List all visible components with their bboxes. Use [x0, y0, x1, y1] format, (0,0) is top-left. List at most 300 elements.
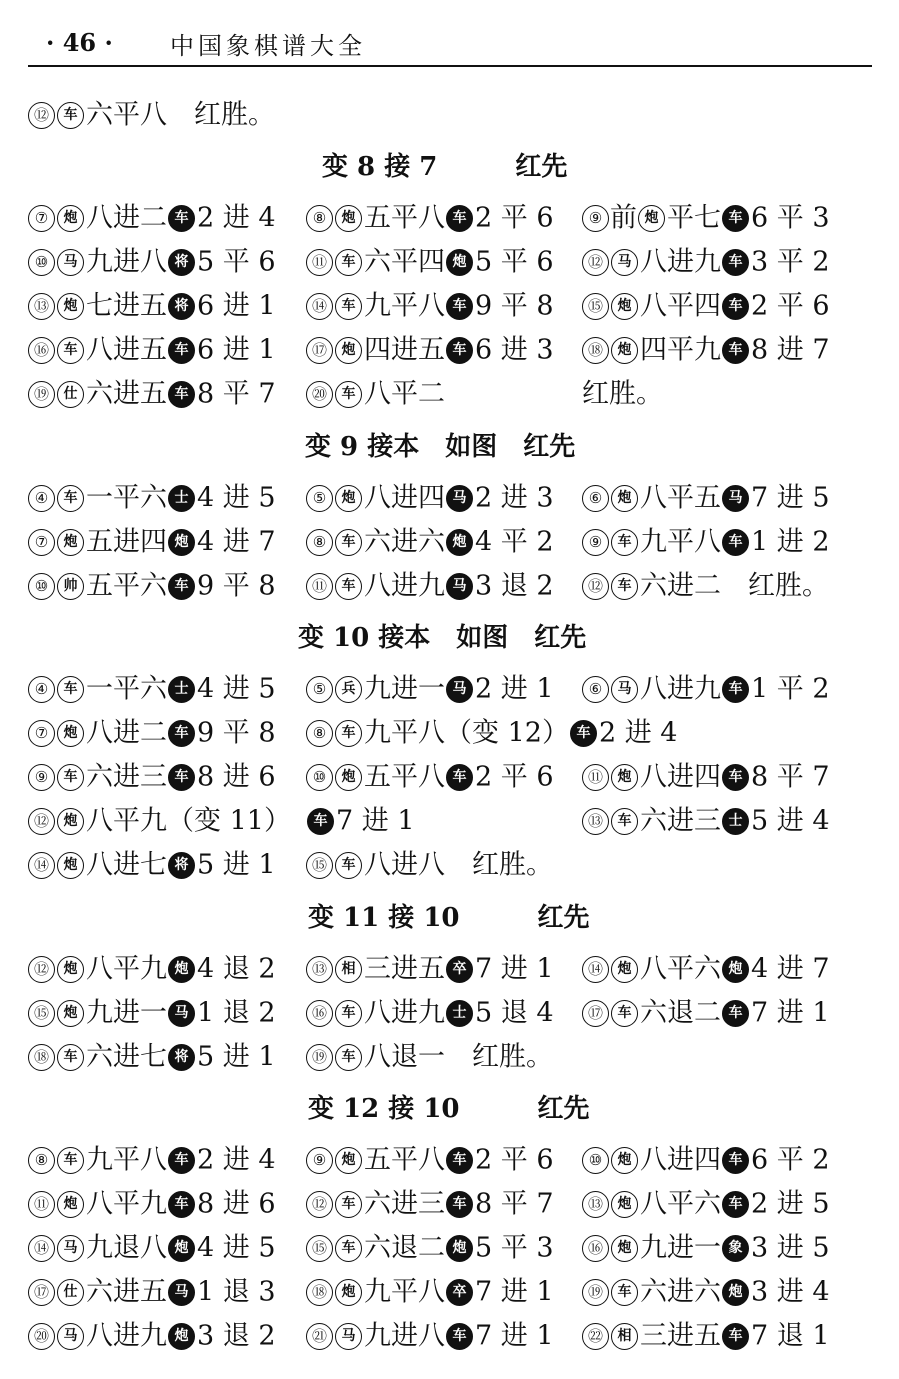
black-piece-icon: 士 — [722, 808, 749, 835]
move-entry — [582, 991, 830, 1035]
move-notation: 4 退 2 — [197, 953, 276, 985]
move-notation: 八进四 — [364, 482, 445, 514]
red-piece-icon: 车 — [335, 529, 362, 556]
move-notation: 九退八 — [86, 1232, 167, 1264]
move-notation: 8 平 7 — [751, 761, 830, 793]
move-entry — [582, 564, 829, 608]
red-piece-icon: 马 — [57, 1323, 84, 1350]
move-step — [306, 1270, 554, 1315]
move-step — [306, 799, 415, 844]
move-entry — [306, 1138, 554, 1182]
move-entry — [306, 755, 554, 799]
move-number: ⑧ — [306, 529, 333, 556]
move-step — [582, 667, 830, 712]
move-number: ⑫ — [28, 956, 55, 983]
move-number: ⑲ — [582, 1279, 609, 1306]
red-piece-icon: 车 — [57, 764, 84, 791]
black-piece-icon: 炮 — [168, 529, 195, 556]
move-step — [306, 520, 554, 565]
move-notation: 3 进 5 — [751, 1232, 830, 1264]
move-notation: 7 进 1 — [751, 997, 830, 1029]
move-step — [582, 284, 830, 329]
red-piece-icon: 炮 — [57, 1191, 84, 1218]
red-piece-icon: 车 — [335, 720, 362, 747]
move-notation: 八进四 — [640, 761, 721, 793]
move-number: ⑱ — [28, 1044, 55, 1071]
section-heading: 变 12 接 10 红先 — [308, 1094, 590, 1124]
move-notation: 6 平 3 — [751, 202, 830, 234]
move-notation: 八平五 — [640, 482, 721, 514]
move-step — [306, 843, 553, 888]
move-notation: 八平九 — [86, 1188, 167, 1220]
red-piece-icon: 仕 — [57, 1279, 84, 1306]
move-notation: 八进二 — [86, 717, 167, 749]
red-piece-icon: 炮 — [57, 1000, 84, 1027]
red-piece-icon: 车 — [57, 1147, 84, 1174]
move-number: ⑫ — [306, 1191, 333, 1218]
red-piece-icon: 马 — [611, 249, 638, 276]
black-piece-icon: 车 — [722, 1191, 749, 1218]
red-piece-icon: 车 — [335, 381, 362, 408]
black-piece-icon: 车 — [446, 1147, 473, 1174]
move-number: ⑤ — [306, 485, 333, 512]
move-notation: 5 平 3 — [475, 1232, 554, 1264]
move-entry — [28, 1035, 276, 1079]
black-piece-icon: 车 — [168, 381, 195, 408]
red-piece-icon: 车 — [57, 337, 84, 364]
move-notation: 六退二 — [640, 997, 721, 1029]
move-notation: 4 进 7 — [751, 953, 830, 985]
move-notation: 1 进 2 — [751, 526, 830, 558]
move-entry — [306, 564, 554, 608]
move-step — [28, 520, 276, 565]
black-piece-icon: 马 — [446, 485, 473, 512]
red-piece-icon: 炮 — [611, 485, 638, 512]
move-entry — [306, 1226, 554, 1270]
move-step — [28, 755, 276, 800]
move-notation: 8 进 7 — [751, 334, 830, 366]
move-notation: 五平八 — [364, 1144, 445, 1176]
move-step — [582, 328, 830, 373]
move-entry — [28, 1182, 276, 1226]
black-piece-icon: 车 — [722, 337, 749, 364]
move-notation: 八平四 — [640, 290, 721, 322]
black-piece-icon: 马 — [446, 573, 473, 600]
move-prefix: 前 — [610, 202, 637, 234]
move-entry — [582, 947, 830, 991]
move-step — [28, 1138, 276, 1183]
move-entry — [28, 755, 276, 799]
move-notation: 2 平 6 — [475, 761, 554, 793]
red-piece-icon: 车 — [57, 676, 84, 703]
move-notation: 7 进 1 — [336, 805, 415, 837]
move-number: ⑰ — [582, 1000, 609, 1027]
black-piece-icon: 车 — [446, 293, 473, 320]
move-entry — [306, 328, 554, 372]
move-number: ⑧ — [28, 1147, 55, 1174]
move-entry — [306, 947, 554, 991]
move-entry — [582, 284, 830, 328]
red-piece-icon: 车 — [335, 573, 362, 600]
move-entry — [582, 240, 830, 284]
move-number: ⑮ — [306, 852, 333, 879]
black-piece-icon: 车 — [168, 1147, 195, 1174]
move-notation: 六进五 — [86, 1276, 167, 1308]
move-notation: 8 进 6 — [197, 761, 276, 793]
black-piece-icon: 车 — [168, 337, 195, 364]
move-notation: 八进九 — [640, 673, 721, 705]
move-notation: 6 平 2 — [751, 1144, 830, 1176]
move-step — [306, 1226, 554, 1271]
black-piece-icon: 象 — [722, 1235, 749, 1262]
move-entry — [28, 476, 276, 520]
move-notation: 3 平 2 — [751, 246, 830, 278]
move-notation: 九进一 — [640, 1232, 721, 1264]
move-entry — [28, 520, 276, 564]
move-notation: 4 进 7 — [197, 526, 276, 558]
move-number: ⑦ — [28, 720, 55, 747]
move-notation: 1 平 2 — [751, 673, 830, 705]
black-piece-icon: 炮 — [446, 1235, 473, 1262]
move-notation: 5 进 4 — [751, 805, 830, 837]
move-number: ⑧ — [306, 205, 333, 232]
move-number: ④ — [28, 676, 55, 703]
move-entry — [28, 991, 276, 1035]
black-piece-icon: 士 — [168, 485, 195, 512]
move-number: ⑰ — [306, 337, 333, 364]
red-piece-icon: 相 — [611, 1323, 638, 1350]
black-piece-icon: 炮 — [446, 529, 473, 556]
move-number: ⑩ — [28, 573, 55, 600]
move-notation: 4 平 2 — [475, 526, 554, 558]
move-notation: 2 进 3 — [475, 482, 554, 514]
move-entry — [582, 1138, 830, 1182]
move-notation: 8 平 7 — [197, 378, 276, 410]
move-entry — [582, 1314, 830, 1358]
section-heading: 变 11 接 10 红先 — [308, 903, 590, 933]
move-notation: 八进九 — [86, 1320, 167, 1352]
black-piece-icon: 卒 — [446, 1279, 473, 1306]
move-entry — [306, 1035, 553, 1079]
move-notation: 5 平 6 — [197, 246, 276, 278]
red-piece-icon: 炮 — [611, 1147, 638, 1174]
move-entry — [28, 284, 276, 328]
move-number: ⑳ — [28, 1323, 55, 1350]
page-header — [28, 22, 872, 62]
move-entry — [306, 520, 554, 564]
move-number: ⑨ — [582, 529, 609, 556]
move-notation: 9 平 8 — [197, 570, 276, 602]
black-piece-icon: 车 — [446, 764, 473, 791]
move-notation: 5 进 1 — [197, 849, 276, 881]
move-notation: 八进九 — [364, 997, 445, 1029]
move-step — [306, 991, 554, 1036]
black-piece-icon: 车 — [570, 720, 597, 747]
move-notation: 八平二 — [364, 378, 445, 410]
move-entry — [28, 1314, 276, 1358]
move-entry — [582, 1182, 830, 1226]
move-step — [28, 1226, 276, 1271]
red-piece-icon: 炮 — [335, 1279, 362, 1306]
move-notation: 八进七 — [86, 849, 167, 881]
move-number: ⑨ — [582, 205, 609, 232]
move-step — [306, 1138, 554, 1183]
black-piece-icon: 炮 — [168, 1235, 195, 1262]
move-number: ⑧ — [306, 720, 333, 747]
move-step — [28, 1035, 276, 1080]
move-step — [582, 947, 830, 992]
move-notation: 九平八 — [364, 290, 445, 322]
move-entry — [306, 843, 553, 887]
move-notation: 4 进 5 — [197, 673, 276, 705]
move-step — [28, 799, 291, 844]
move-number: ⑩ — [28, 249, 55, 276]
move-notation: 八进九 — [640, 246, 721, 278]
black-piece-icon: 车 — [722, 1323, 749, 1350]
move-notation: 六进六 — [364, 526, 445, 558]
move-entry — [28, 947, 276, 991]
red-piece-icon: 相 — [335, 956, 362, 983]
move-number: ⑫ — [582, 249, 609, 276]
black-piece-icon: 炮 — [722, 956, 749, 983]
move-number: ⑯ — [306, 1000, 333, 1027]
section-heading: 变 9 接本 如图 红先 — [305, 432, 576, 462]
black-piece-icon: 车 — [446, 205, 473, 232]
move-notation: 1 退 3 — [197, 1276, 276, 1308]
black-piece-icon: 车 — [722, 205, 749, 232]
move-notation: 八进八 红胜。 — [364, 849, 553, 881]
move-step — [306, 711, 677, 756]
move-step — [582, 196, 830, 241]
move-notation: 九进一 — [86, 997, 167, 1029]
move-notation: 6 进 3 — [475, 334, 554, 366]
black-piece-icon: 士 — [168, 676, 195, 703]
move-notation: 五平八 — [364, 202, 445, 234]
red-piece-icon: 车 — [611, 808, 638, 835]
move-notation: 6 进 1 — [197, 334, 276, 366]
red-piece-icon: 车 — [611, 529, 638, 556]
black-piece-icon: 炮 — [168, 956, 195, 983]
move-notation: 九平八（变 12） — [364, 717, 569, 749]
black-piece-icon: 将 — [168, 249, 195, 276]
move-number: ⑬ — [582, 808, 609, 835]
move-notation: 八进五 — [86, 334, 167, 366]
move-number: ⑲ — [28, 381, 55, 408]
move-notation: 六进七 — [86, 1041, 167, 1073]
red-piece-icon: 车 — [611, 573, 638, 600]
move-notation: 六进二 红胜。 — [640, 570, 829, 602]
move-notation: 八进四 — [640, 1144, 721, 1176]
move-number: ⑰ — [28, 1279, 55, 1306]
move-step — [582, 755, 830, 800]
move-notation: 2 进 4 — [598, 717, 678, 749]
move-number: ⑮ — [306, 1235, 333, 1262]
move-number: ⑩ — [582, 1147, 609, 1174]
red-piece-icon: 仕 — [57, 381, 84, 408]
move-notation: 六进三 — [86, 761, 167, 793]
move-notation: 9 平 8 — [197, 717, 276, 749]
move-entry — [28, 1138, 276, 1182]
move-step — [28, 564, 276, 609]
move-number: ⑲ — [306, 1044, 333, 1071]
red-piece-icon: 车 — [57, 102, 84, 129]
move-notation: 八平六 — [640, 953, 721, 985]
move-step — [582, 476, 830, 521]
move-number: ⑭ — [28, 1235, 55, 1262]
move-entry — [582, 667, 830, 711]
black-piece-icon: 炮 — [446, 249, 473, 276]
move-number: ⑮ — [582, 293, 609, 320]
move-entry — [28, 1270, 276, 1314]
move-entry — [306, 284, 554, 328]
move-step — [28, 1314, 276, 1359]
move-step — [28, 843, 276, 888]
move-notation: 八平九 — [86, 953, 167, 985]
move-notation: 7 退 1 — [751, 1320, 830, 1352]
move-notation: 2 平 6 — [475, 202, 554, 234]
red-piece-icon: 炮 — [611, 1191, 638, 1218]
move-number: ⑯ — [28, 337, 55, 364]
black-piece-icon: 马 — [168, 1000, 195, 1027]
move-entry — [582, 799, 830, 843]
move-step — [28, 284, 276, 329]
move-notation: 3 进 4 — [751, 1276, 830, 1308]
move-number: ⑬ — [28, 293, 55, 320]
move-notation: 五进四 — [86, 526, 167, 558]
move-number: ⑨ — [306, 1147, 333, 1174]
red-piece-icon: 车 — [335, 1044, 362, 1071]
red-piece-icon: 炮 — [335, 337, 362, 364]
red-piece-icon: 炮 — [57, 808, 84, 835]
black-piece-icon: 卒 — [446, 956, 473, 983]
move-step — [582, 799, 830, 844]
move-notation: 九进八 — [364, 1320, 445, 1352]
move-number: ⑮ — [28, 1000, 55, 1027]
move-notation: 一平六 — [86, 673, 167, 705]
move-notation: 7 进 1 — [475, 953, 554, 985]
black-piece-icon: 车 — [722, 293, 749, 320]
red-piece-icon: 炮 — [611, 764, 638, 791]
move-notation: 7 进 1 — [475, 1320, 554, 1352]
red-piece-icon: 车 — [611, 1279, 638, 1306]
red-piece-icon: 车 — [335, 293, 362, 320]
move-notation: 8 平 7 — [475, 1188, 554, 1220]
red-piece-icon: 车 — [335, 1000, 362, 1027]
move-step — [582, 991, 830, 1036]
move-notation: 一平六 — [86, 482, 167, 514]
move-notation: 六进六 — [640, 1276, 721, 1308]
move-step — [28, 372, 276, 417]
move-step — [28, 1270, 276, 1315]
black-piece-icon: 车 — [168, 720, 195, 747]
black-piece-icon: 炮 — [722, 1279, 749, 1306]
move-notation: 2 进 4 — [197, 202, 276, 234]
move-notation: 八进九 — [364, 570, 445, 602]
red-piece-icon: 车 — [335, 249, 362, 276]
move-notation: 6 进 1 — [197, 290, 276, 322]
black-piece-icon: 车 — [446, 1323, 473, 1350]
red-piece-icon: 炮 — [335, 1147, 362, 1174]
move-entry — [582, 328, 830, 372]
move-number: ㉒ — [582, 1323, 609, 1350]
move-entry — [582, 476, 830, 520]
move-number: ⑥ — [582, 676, 609, 703]
move-number: ⑪ — [582, 764, 609, 791]
move-notation: 五平六 — [86, 570, 167, 602]
move-notation: 六平四 — [364, 246, 445, 278]
move-entry — [582, 520, 830, 564]
black-piece-icon: 车 — [722, 764, 749, 791]
red-piece-icon: 车 — [611, 1000, 638, 1027]
book-title: 中国象棋谱大全 — [170, 32, 366, 60]
move-notation: 1 退 2 — [197, 997, 276, 1029]
red-piece-icon: 车 — [335, 1235, 362, 1262]
move-notation: 平七 — [667, 202, 721, 234]
red-piece-icon: 炮 — [335, 485, 362, 512]
move-number: ⑦ — [28, 205, 55, 232]
red-piece-icon: 马 — [611, 676, 638, 703]
red-piece-icon: 马 — [57, 249, 84, 276]
move-number: ⑪ — [28, 1191, 55, 1218]
move-entry — [582, 372, 663, 416]
move-step — [28, 328, 276, 373]
move-notation: 5 退 4 — [475, 997, 554, 1029]
move-entry — [306, 667, 554, 711]
move-step — [28, 196, 276, 241]
move-entry — [28, 843, 276, 887]
move-step — [582, 240, 830, 285]
move-number: ⑫ — [28, 102, 55, 129]
move-number: ⑫ — [582, 573, 609, 600]
red-piece-icon: 炮 — [611, 1235, 638, 1262]
move-notation: 4 进 5 — [197, 1232, 276, 1264]
move-entry — [582, 1270, 830, 1314]
move-notation: 六进五 — [86, 378, 167, 410]
move-notation: 九平八 — [364, 1276, 445, 1308]
move-step — [28, 991, 276, 1036]
move-notation: 9 平 8 — [475, 290, 554, 322]
red-piece-icon: 车 — [57, 485, 84, 512]
black-piece-icon: 士 — [446, 1000, 473, 1027]
move-entry — [28, 667, 276, 711]
move-number: ④ — [28, 485, 55, 512]
move-notation: 2 进 4 — [197, 1144, 276, 1176]
section-heading: 变 10 接本 如图 红先 — [298, 623, 587, 653]
move-step — [28, 476, 276, 521]
move-step — [28, 947, 276, 992]
move-notation: 五平八 — [364, 761, 445, 793]
red-piece-icon: 车 — [57, 1044, 84, 1071]
move-entry — [306, 1270, 554, 1314]
move-number: ⑱ — [306, 1279, 333, 1306]
red-piece-icon: 马 — [335, 1323, 362, 1350]
move-step — [582, 1314, 830, 1359]
move-entry — [28, 799, 291, 843]
black-piece-icon: 将 — [168, 852, 195, 879]
move-step — [306, 1182, 554, 1227]
red-piece-icon: 炮 — [57, 852, 84, 879]
move-notation: 六进三 — [364, 1188, 445, 1220]
move-number: ⑭ — [28, 852, 55, 879]
move-number: ⑥ — [582, 485, 609, 512]
move-notation: 四平九 — [640, 334, 721, 366]
move-notation: 3 退 2 — [475, 570, 554, 602]
black-piece-icon: 车 — [722, 249, 749, 276]
black-piece-icon: 车 — [307, 808, 334, 835]
black-piece-icon: 车 — [722, 529, 749, 556]
move-step — [306, 1035, 553, 1080]
move-entry — [28, 240, 276, 284]
